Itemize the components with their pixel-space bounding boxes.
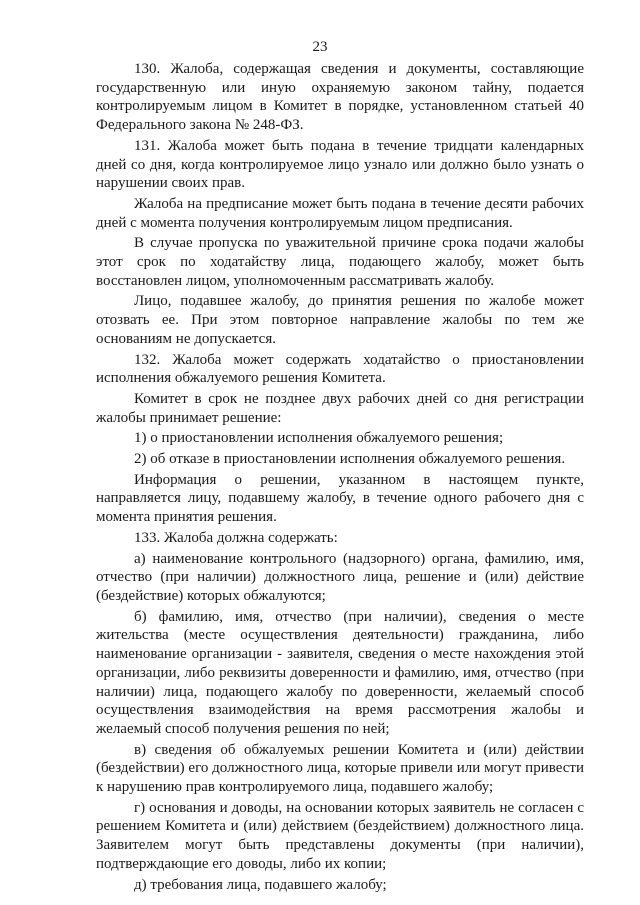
document-body xyxy=(96,60,584,896)
paragraph-132: 132. Жалоба может содержать ходатайство о приостановлении исполнения обжалуемого решения Комитета. xyxy=(96,351,584,387)
list-item-v: в) сведения об обжалуемых решении Комитета и (или) действии (бездействии) его должностного лица, которые привели или могут привести к нарушению прав контролируемого лица, подавшего жалобу; xyxy=(96,741,584,796)
list-item-refusal: 2) об отказе в приостановлении исполнения обжалуемого решения. xyxy=(134,451,566,468)
paragraph-133: 133. Жалоба должна содержать: xyxy=(134,529,338,546)
page-number: 23 xyxy=(312,39,328,55)
paragraph-committee-decision: Комитет в срок не позднее двух рабочих дней со дня регистрации жалобы принимает решение: xyxy=(96,390,584,426)
list-item-g: г) основания и доводы, на основании которых заявитель не согласен с решением Комитета и (или) действием (бездействием) должностного лица. Заявителем могут быть представлены документы (при наличии), подтверждающие его доводы, либо их копии; xyxy=(96,799,584,872)
list-item-a: а) наименование контрольного (надзорного) органа, фамилию, имя, отчество (при наличии) должностного лица, решение и (или) действие (бездействие) которых обжалуются; xyxy=(96,550,584,604)
paragraph-prescription-complaint: Жалоба на предписание может быть подана в течение десяти рабочих дней с момента получения контролируемым лицом предписания. xyxy=(96,195,584,231)
list-item-suspension: 1) о приостановлении исполнения обжалуемого решения; xyxy=(134,430,504,447)
paragraph-130: 130. Жалоба, содержащая сведения и документы, составляющие государственную или иную охраняемую законом тайну, подается контролируемым лицом в Комитет в порядке, установленном статьей 40 Федерального закона № 248-ФЗ. xyxy=(96,61,584,134)
list-item-d: д) требования лица, подавшего жалобу; xyxy=(134,876,387,893)
paragraph-decision-notification: Информация о решении, указанном в настоящем пункте, направляется лицу, подавшему жалобу, в течение одного рабочего дня с момента принятия решения. xyxy=(96,471,584,526)
paragraph-131: 131. Жалоба может быть подана в течение тридцати календарных дней со дня, когда контролируемое лицо узнало или должно было узнать о нарушении своих прав. xyxy=(96,137,584,192)
paragraph-complaint-withdrawal: Лицо, подавшее жалобу, до принятия решения по жалобе может отозвать ее. При этом повторное направление жалобы по тем же основаниям не допускается. xyxy=(96,293,584,347)
list-item-b: б) фамилию, имя, отчество (при наличии), сведения о месте жительства (месте осуществления деятельности) гражданина, либо наименование организации - заявителя, сведения о месте нахождения этой организации, либо реквизиты доверенности и фамилию, имя, отчество (при наличии) лица, подающего жалобу по доверенности, желаемый способ осуществления взаимодействия на время рассмотрения жалобы и желаемый способ получения решения по ней; xyxy=(96,608,584,737)
paragraph-deadline-restoration: В случае пропуска по уважительной причине срока подачи жалобы этот срок по ходатайству лица, подающего жалобу, может быть восстановлен лицом, уполномоченным рассматривать жалобу. xyxy=(96,235,584,289)
